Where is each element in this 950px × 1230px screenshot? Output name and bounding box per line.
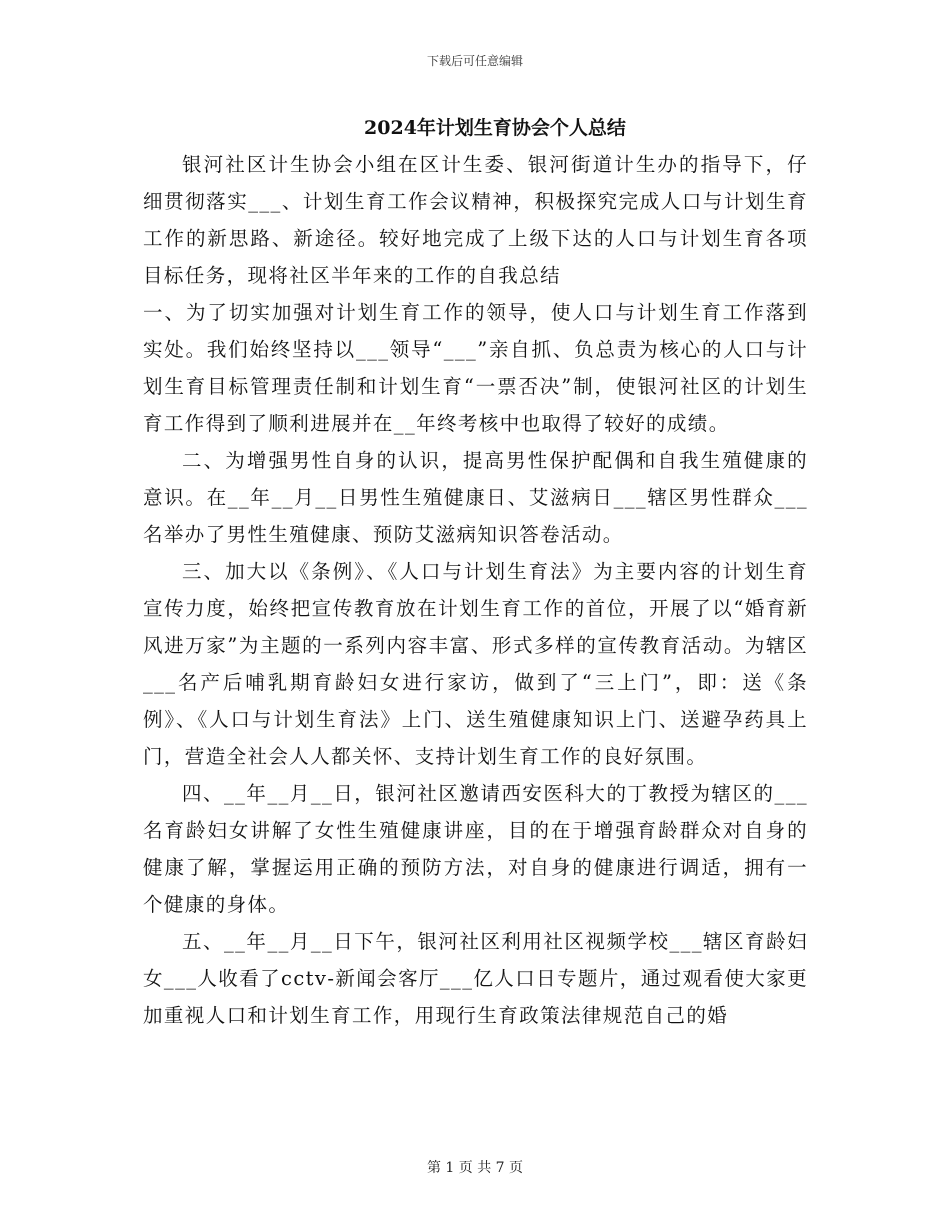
paragraph-section-5: 五、__年__月__日下午，银河社区利用社区视频学校___辖区育龄妇女___人收看了cctv-新闻会客厅___亿人口日专题片，通过观看使大家更加重视人口和计划生育工作，用现行生育政策法律规范自己的婚 — [143, 930, 808, 1027]
paragraph-section-3: 三、加大以《条例》、《人口与计划生育法》为主要内容的计划生育宣传力度，始终把宣传教育放在计划生育工作的首位，开展了以“婚育新风进万家”为主题的一系列内容丰富、形式多样的宣传教育活动。为辖区___名产后哺乳期育龄妇女进行家访，做到了“三上门”，即：送《条例》、《人口与计划生育法》上门、送生殖健康知识上门、送避孕药具上门，营造全社会人人都关怀、支持计划生育工作的良好氛围。 — [143, 560, 808, 768]
paragraph-section-4: 四、__年__月__日，银河社区邀请西安医科大的丁教授为辖区的___名育龄妇女讲解了女性生殖健康讲座，目的在于增强育龄群众对自身的健康了解，掌握运用正确的预防方法，对自身的健康进行调适，拥有一个健康的身体。 — [143, 782, 808, 916]
paragraph-section-2: 二、为增强男性自身的认识，提高男性保护配偶和自我生殖健康的意识。在__年__月__日男性生殖健康日、艾滋病日___辖区男性群众___名举办了男性生殖健康、预防艾滋病知识答卷活动。 — [143, 449, 808, 546]
document-body — [143, 146, 808, 1034]
document-title: 2024年计划生育协会个人总结 — [364, 117, 626, 139]
paragraph-section-1: 一、为了切实加强对计划生育工作的领导，使人口与计划生育工作落到实处。我们始终坚持以___领导“___”亲自抓、负总责为核心的人口与计划生育目标管理责任制和计划生育“一票否决”制，使银河社区的计划生育工作得到了顺利进展并在__年终考核中也取得了较好的成绩。 — [143, 301, 808, 435]
page-header-note: 下载后可任意编辑 — [426, 54, 523, 68]
paragraph-intro: 银河社区计生协会小组在区计生委、银河街道计生办的指导下，仔细贯彻落实___、计划生育工作会议精神，积极探究完成人口与计划生育工作的新思路、新途径。较好地完成了上级下达的人口与计划生育各项目标任务，现将社区半年来的工作的自我总结 — [143, 153, 808, 287]
page-number-footer: 第 1 页 共 7 页 — [426, 1160, 524, 1176]
